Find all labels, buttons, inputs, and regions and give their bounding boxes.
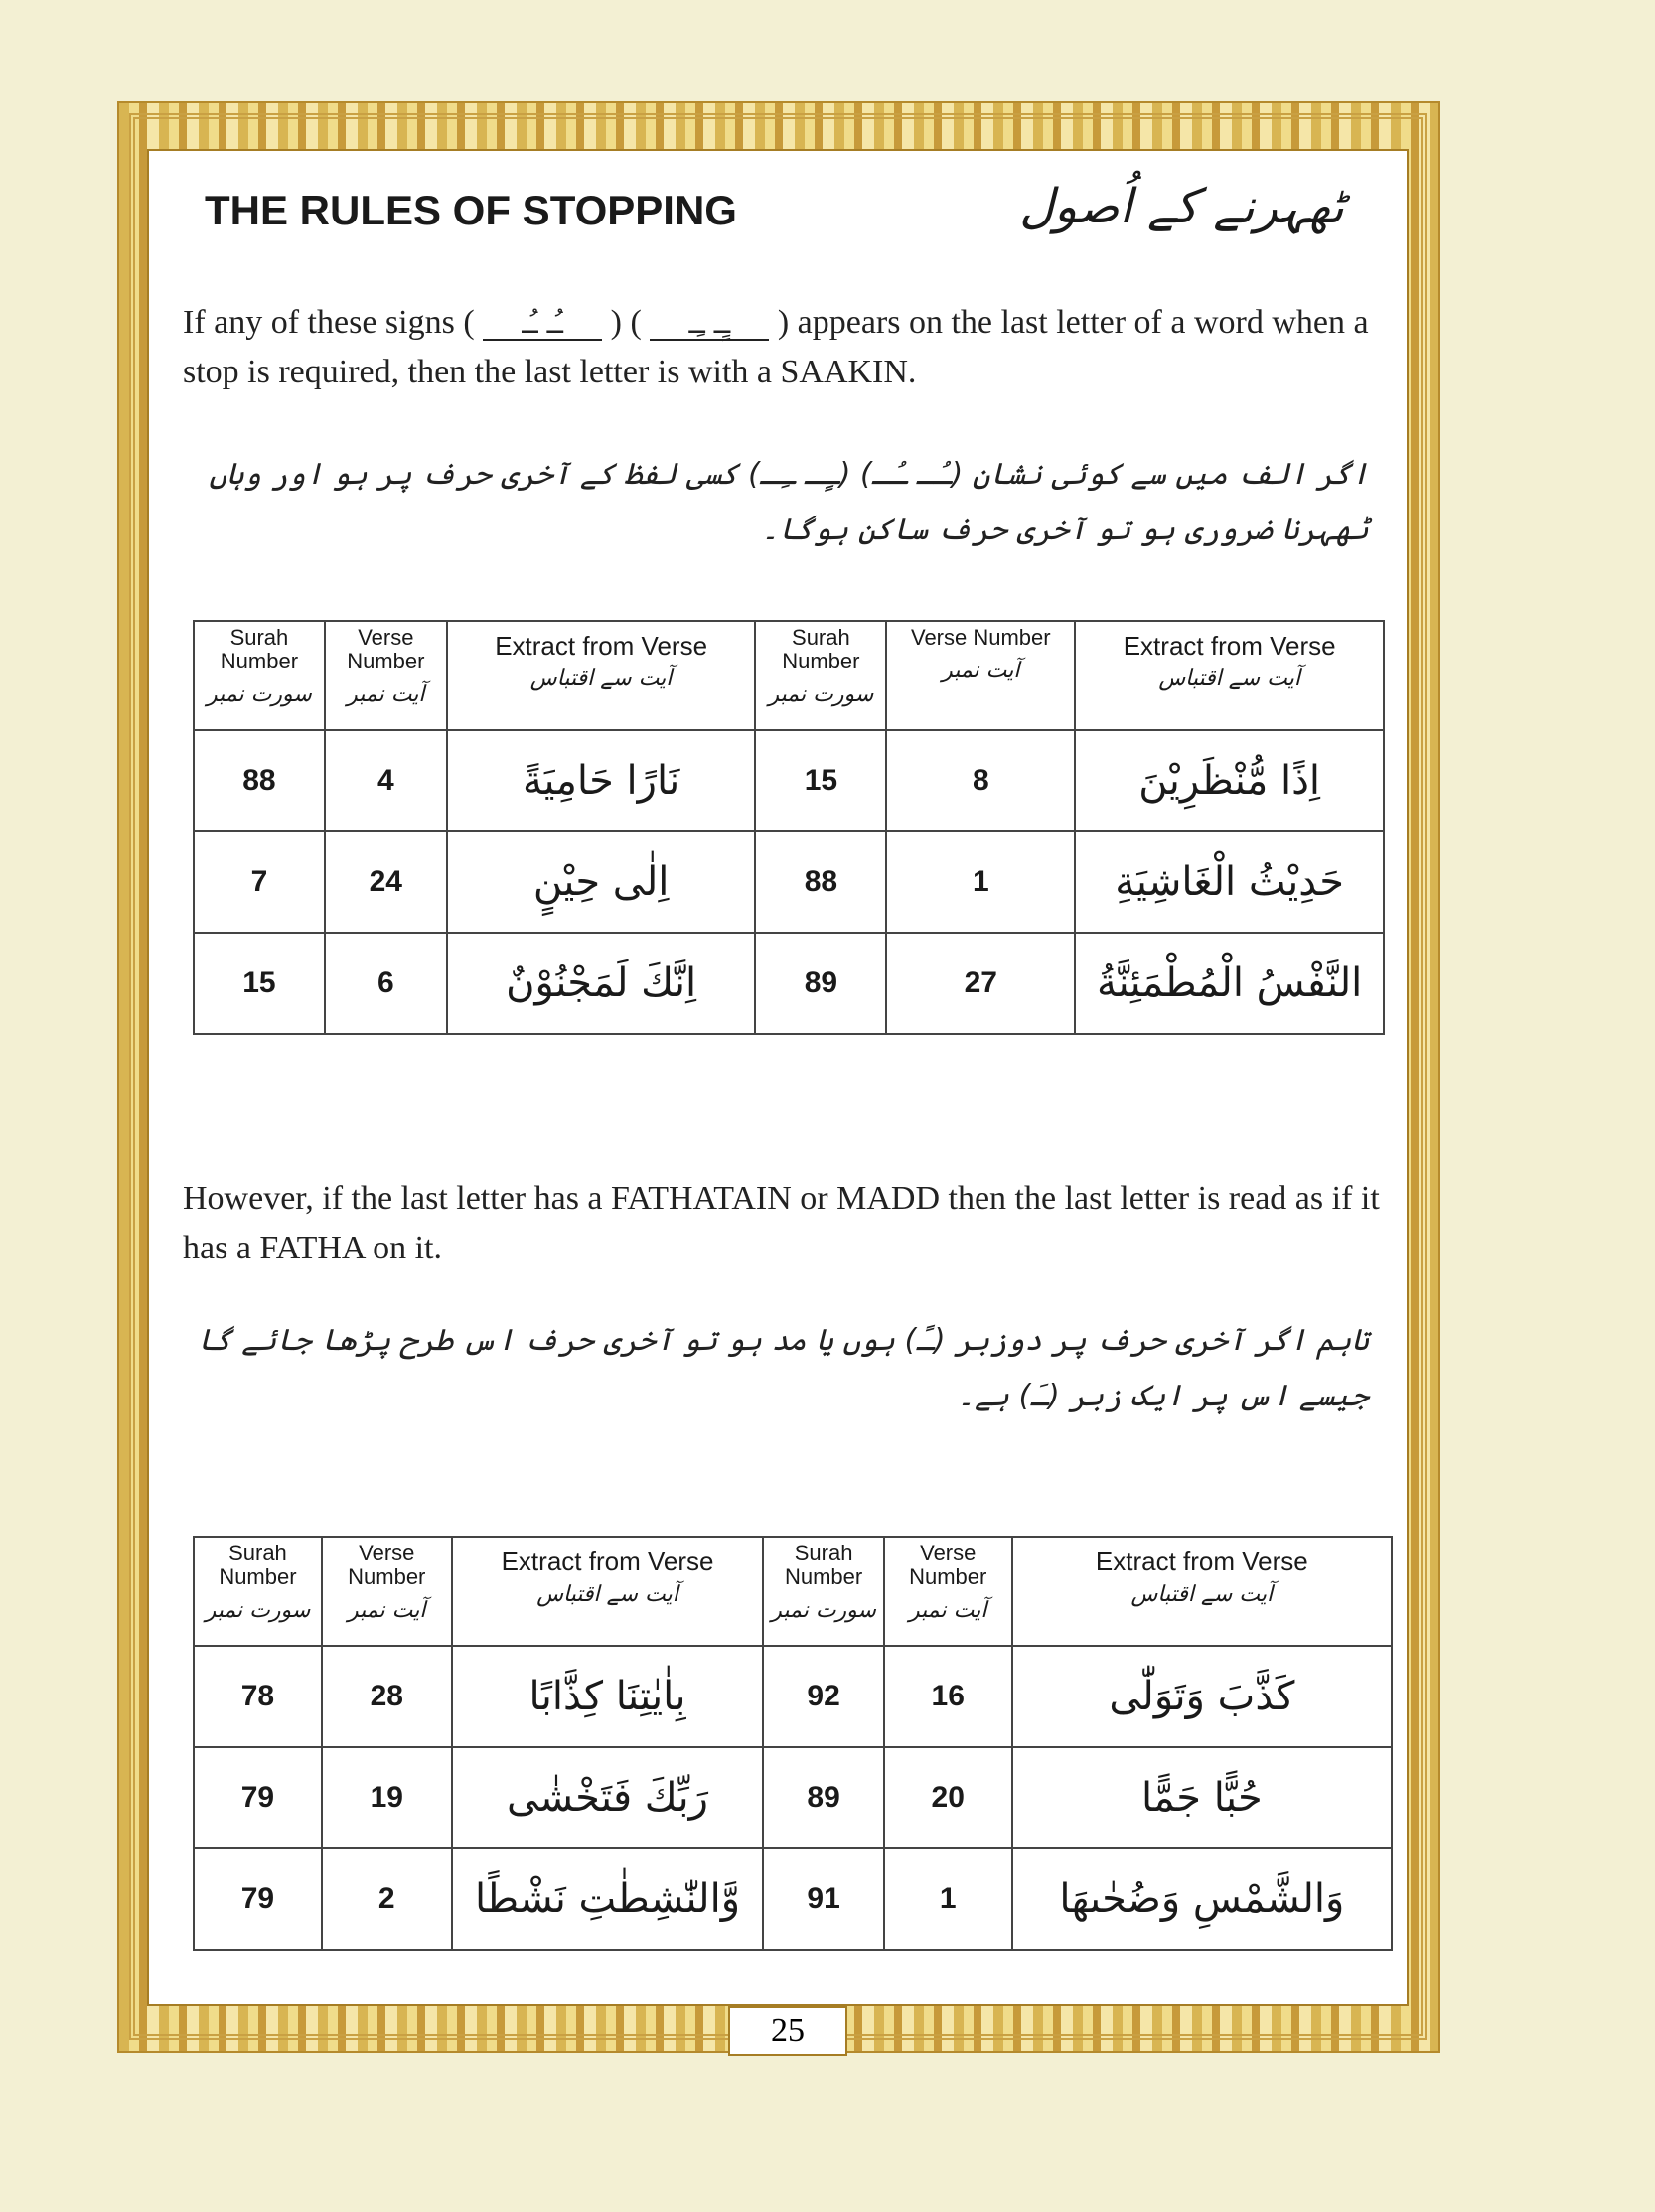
header-extract: Extract from Verse آیت سے اقتباس — [447, 621, 756, 730]
verse-extract: حُبًّا جَمًّا — [1012, 1747, 1392, 1848]
verse-number: 2 — [322, 1848, 452, 1950]
verse-extract: بِاٰيٰتِنَا كِذَّابًا — [452, 1646, 764, 1747]
surah-number: 91 — [763, 1848, 883, 1950]
surah-number: 7 — [194, 831, 325, 933]
header-surah: Surah Number سورت نمبر — [755, 621, 886, 730]
verse-extract: كَذَّبَ وَتَوَلّٰى — [1012, 1646, 1392, 1747]
header-verse: Verse Number آیت نمبر — [322, 1537, 452, 1646]
however-paragraph: However, if the last letter has a FATHATAIN or MADD then the last letter is read as if it has a FATHA on it. — [183, 1180, 1380, 1266]
urdu-title: ٹھہرنے کے اُصول — [1019, 179, 1344, 234]
surah-number: 88 — [755, 831, 886, 933]
verse-number: 16 — [884, 1646, 1012, 1747]
verse-extract: النَّفْسُ الْمُطْمَئِنَّةُ — [1075, 933, 1384, 1034]
table-row — [194, 1848, 1392, 1950]
page-title: THE RULES OF STOPPING — [205, 187, 737, 233]
rules-table-2 — [193, 1536, 1393, 1951]
verse-extract: وَالشَّمْسِ وَضُحٰىهَا — [1012, 1848, 1392, 1950]
sign-group-2: ـٍـ ـِـ — [650, 309, 769, 341]
header-surah: Surah Number سورت نمبر — [763, 1537, 883, 1646]
verse-number: 8 — [886, 730, 1075, 831]
header-extract: Extract from Verse آیت سے اقتباس — [1012, 1537, 1392, 1646]
header-extract: Extract from Verse آیت سے اقتباس — [1075, 621, 1384, 730]
table-header-row — [194, 1537, 1392, 1646]
header-verse: Verse Number آیت نمبر — [886, 621, 1075, 730]
verse-number: 20 — [884, 1747, 1012, 1848]
verse-extract: رَبِّكَ فَتَخْشٰى — [452, 1747, 764, 1848]
surah-number: 88 — [194, 730, 325, 831]
surah-number: 89 — [755, 933, 886, 1034]
header-surah: Surah Number سورت نمبر — [194, 1537, 322, 1646]
surah-number: 79 — [194, 1747, 322, 1848]
verse-number: 28 — [322, 1646, 452, 1747]
verse-number: 1 — [886, 831, 1075, 933]
surah-number: 79 — [194, 1848, 322, 1950]
verse-number: 4 — [325, 730, 447, 831]
intro-mid: ) ( — [610, 304, 642, 341]
table-row — [194, 730, 1384, 831]
verse-extract: وَّالنّٰشِطٰتِ نَشْطًا — [452, 1848, 764, 1950]
verse-number: 27 — [886, 933, 1075, 1034]
intro-post: ) appears on the last letter of a word when a stop is required, then the last letter is with a SAAKIN. — [183, 304, 1369, 390]
surah-number: 78 — [194, 1646, 322, 1747]
verse-extract: حَدِيْثُ الْغَاشِيَةِ — [1075, 831, 1384, 933]
table-header-row — [194, 621, 1384, 730]
surah-number: 15 — [194, 933, 325, 1034]
verse-number: 24 — [325, 831, 447, 933]
header-verse: Verse Number آیت نمبر — [325, 621, 447, 730]
table-row — [194, 933, 1384, 1034]
surah-number: 15 — [755, 730, 886, 831]
intro-pre: If any of these signs ( — [183, 304, 475, 341]
header-extract: Extract from Verse آیت سے اقتباس — [452, 1537, 764, 1646]
content — [147, 149, 1409, 2006]
table-row — [194, 1747, 1392, 1848]
rules-table-1 — [193, 620, 1385, 1035]
verse-extract: نَارًا حَامِيَةً — [447, 730, 756, 831]
verse-extract: اِلٰى حِيْنٍ — [447, 831, 756, 933]
surah-number: 92 — [763, 1646, 883, 1747]
verse-number: 6 — [325, 933, 447, 1034]
verse-extract: اِنَّكَ لَمَجْنُوْنٌ — [447, 933, 756, 1034]
intro-paragraph — [183, 298, 1385, 397]
verse-extract: اِذًا مُّنْظَرِيْنَ — [1075, 730, 1384, 831]
header-surah: Surah Number سورت نمبر — [194, 621, 325, 730]
surah-number: 89 — [763, 1747, 883, 1848]
however-urdu: تاہم اگر آخری حرف پر دوزبر (ـً) ہوں یا مد ہو تو آخری حرف اس طرح پڑھا جائے گا جیسے اس پر ایک زبر (ـَ) ہے۔ — [197, 1323, 1369, 1413]
verse-number: 19 — [322, 1747, 452, 1848]
intro-urdu: اگر الف میں سے کوئی نشان (ـُـ ـُـ) (ـٍـ ـِـ) کسی لفظ کے آخری حرف پر ہو اور وہاں ٹھہرنا ضروری ہو تو آخری حرف ساکن ہوگا۔ — [209, 457, 1369, 547]
verse-number: 1 — [884, 1848, 1012, 1950]
sign-group-1: ـُـ ـُـ — [483, 309, 602, 341]
page-number: 25 — [728, 2006, 847, 2056]
table-row — [194, 831, 1384, 933]
table-row — [194, 1646, 1392, 1747]
header-verse: Verse Number آیت نمبر — [884, 1537, 1012, 1646]
